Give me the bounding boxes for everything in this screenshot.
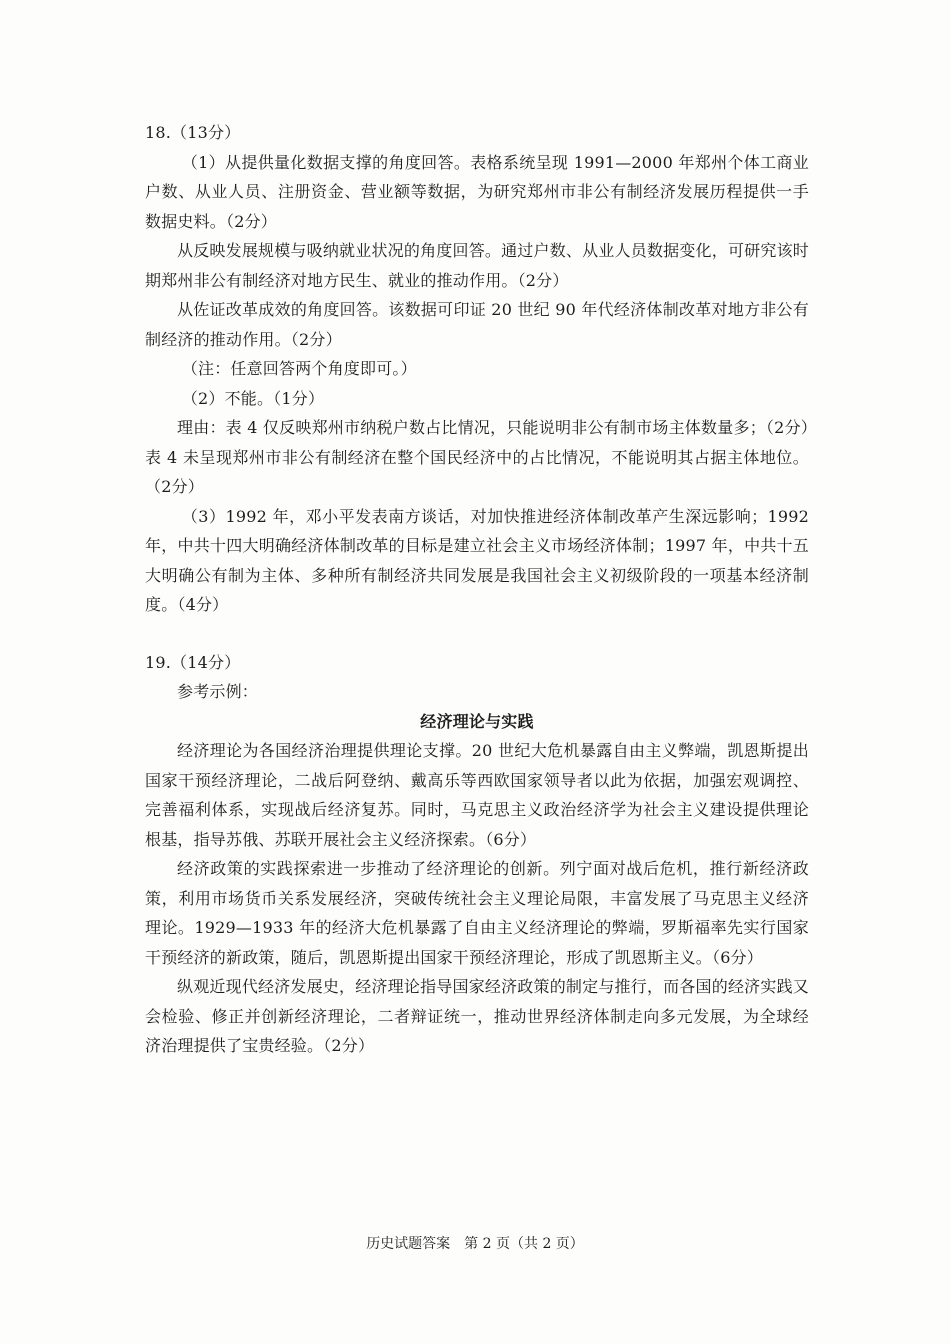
q18-part2-answer: （2）不能。（1分） [181,388,325,408]
q18-part1-angle2: 从反映发展规模与吸纳就业状况的角度回答。通过户数、从业人员数据变化，可研究该时期郑州非公有制经济对地方民生、就业的推动作用。（2分） [145,241,809,290]
q18-part1-angle3: 从佐证改革成效的角度回答。该数据可印证 20 世纪 90 年代经济体制改革对地方非公有制经济的推动作用。（2分） [145,300,809,349]
question-19-heading: 19.（14分） [145,652,241,672]
answer-content [145,118,809,1061]
page-footer: 历史试题答案 第 2 页（共 2 页） [366,1236,584,1252]
essay-paragraph-1: 经济理论为各国经济治理提供理论支撑。20 世纪大危机暴露自由主义弊端，凯恩斯提出国家干预经济理论，二战后阿登纳、戴高乐等西欧国家领导者以此为依据，加强宏观调控、完善福利体系，实现战后经济复苏。同时，马克思主义政治经济学为社会主义建设提供理论根基，指导苏俄、苏联开展社会主义经济探索。（6分） [145,741,809,849]
question-18-heading: 18.（13分） [145,123,241,142]
q18-part1-angle1: （1）从提供量化数据支撑的角度回答。表格系统呈现 1991—2000 年郑州个体工商业户数、从业人员、注册资金、营业额等数据，为研究郑州市非公有制经济发展历程提供一手数据史料。（2分） [145,152,809,231]
essay-paragraph-2: 经济政策的实践探索进一步推动了经济理论的创新。列宁面对战后危机，推行新经济政策，利用市场货币关系发展经济，突破传统社会主义理论局限，丰富发展了马克思主义经济理论。1929—1933 年的经济大危机暴露了自由主义经济理论的弊端，罗斯福率先实行国家干预经济的新政策，随后，凯恩斯提出国家干预经济理论，形成了凯恩斯主义。（6分） [145,859,809,967]
q18-part2-reason: 理由：表 4 仅反映郑州市纳税户数占比情况，只能说明非公有制市场主体数量多；（2分）表 4 未呈现郑州市非公有制经济在整个国民经济中的占比情况，不能说明其占据主体地位。（2分） [145,418,809,496]
essay-title: 经济理论与实践 [420,711,534,731]
section-spacer [145,620,809,648]
q18-note: （注：任意回答两个角度即可。） [181,359,417,378]
q19-intro: 参考示例： [177,682,259,701]
essay-paragraph-3: 纵观近现代经济发展史，经济理论指导国家经济政策的制定与推行，而各国的经济实践又会检验、修正并创新经济理论，二者辩证统一，推动世界经济体制走向多元发展，为全球经济治理提供了宝贵经验。（2分） [145,977,809,1055]
q18-part3-answer: （3）1992 年，邓小平发表南方谈话，对加快推进经济体制改革产生深远影响；1992年，中共十四大明确经济体制改革的目标是建立社会主义市场经济体制；1997 年，中共十五大明确公有制为主体、多种所有制经济共同发展是我国社会主义初级阶段的一项基本经济制度。（4分） [145,506,809,614]
